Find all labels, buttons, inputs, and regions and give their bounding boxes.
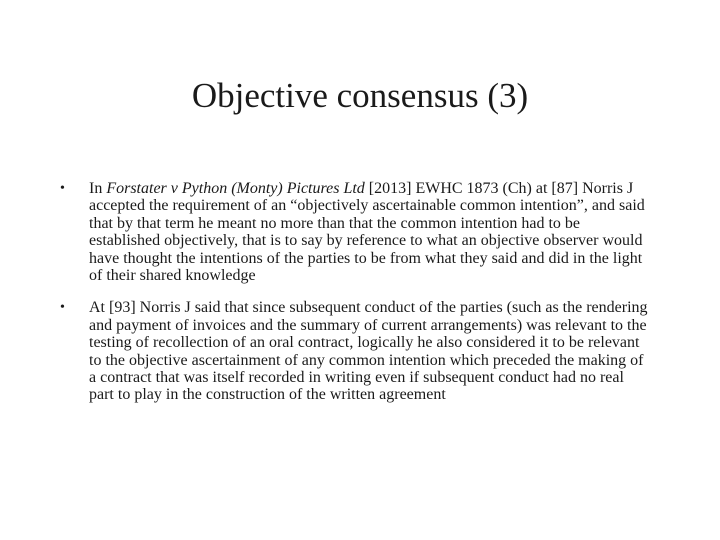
bullet-list (60, 180, 652, 404)
bullet-text (89, 180, 652, 284)
case-name: Forstater v Python (Monty) Pictures Ltd (106, 180, 365, 197)
bullet-item-forstater (60, 180, 652, 284)
bullet-text: At [93] Norris J said that since subsequent conduct of the parties (such as the rendering and payment of invoices and the summary of current arrangements) was relevant to the testing of recollection of an oral contract, logically he also considered it to be relevant to the objective ascertainment of any common intention which preceded the making of a contract that was itself recorded in writing even if subsequent conduct had no real part to play in the construction of the written agreement (89, 299, 648, 404)
slide-title: Objective consensus (3) (191, 76, 529, 115)
bullet-prefix: In (89, 180, 107, 197)
bullet-item-norris (60, 299, 652, 403)
bullet-body: [2013] EWHC 1873 (Ch) at [87] Norris J accepted the requirement of an “objectively ascertainable common intention”, and said that by that term he meant no more than that the common intention had to be established objectively, that is to say by reference to what an objective observer would have thought the intentions of the parties to be from what they said and did in the light of their shared knowledge (89, 180, 645, 285)
bullet-dot-icon: • (60, 181, 65, 196)
bullet-dot-icon: • (60, 300, 65, 316)
